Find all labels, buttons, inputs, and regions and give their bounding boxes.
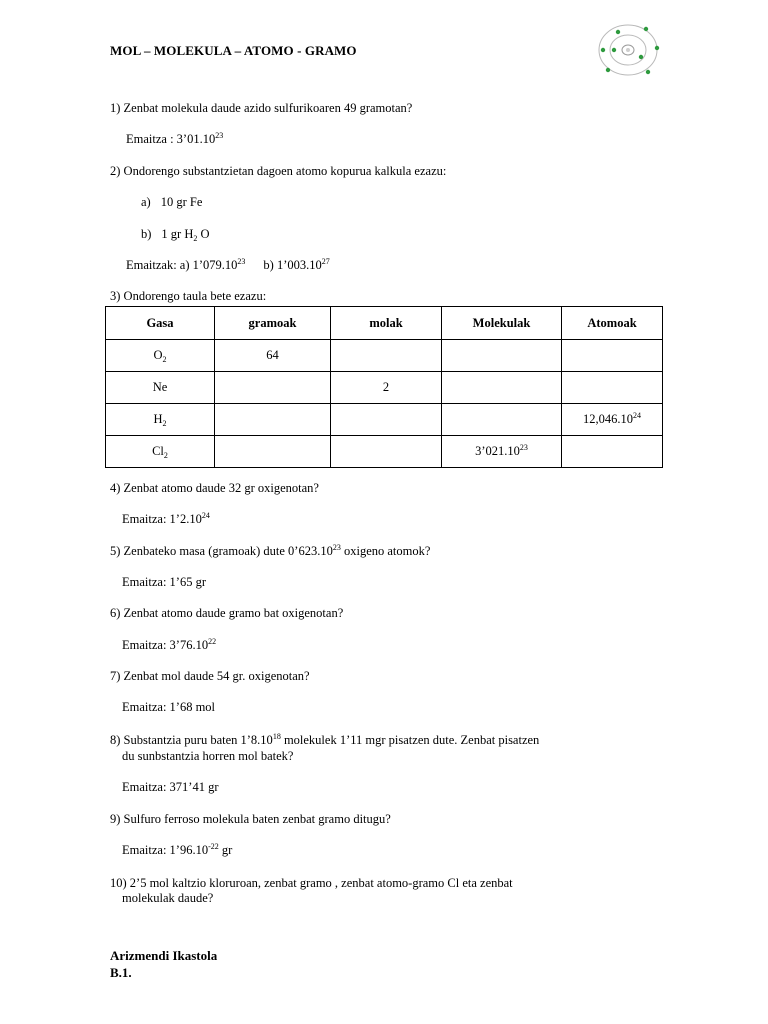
answer-7: Emaitza: 1’68 mol <box>122 700 216 714</box>
school-name: Arizmendi Ikastola <box>110 948 218 963</box>
answer-1: Emaitza : 3’01.10$^{23}$ <box>126 131 224 146</box>
cell-gramoak <box>215 372 331 404</box>
question-7: 7) Zenbat mol daude 54 gr. oxigenotan? <box>110 669 310 683</box>
table-row <box>106 340 663 372</box>
atom-logo <box>596 22 662 78</box>
fill-in-table <box>105 306 663 468</box>
answer-4: Emaitza: 1’2.10$^{24}$ <box>122 511 210 526</box>
cell-molekulak <box>442 404 562 436</box>
table-row <box>106 436 663 468</box>
table-row <box>106 404 663 436</box>
cell-molak: 2 <box>331 372 442 404</box>
cell-molekulak: 3’021.10$^{23}$ <box>442 436 562 468</box>
cell-atomoak <box>562 372 663 404</box>
table-row <box>106 372 663 404</box>
cell-gramoak: 64 <box>215 340 331 372</box>
answer-8: Emaitza: 371’41 gr <box>122 780 219 794</box>
question-8-line2: du sunbstantzia horren mol batek? <box>122 749 294 763</box>
cell-gas: $O_2$ <box>106 340 215 372</box>
question-2: 2) Ondorengo substantzietan dagoen atomo kopurua kalkula ezazu: <box>110 164 447 178</box>
question-9: 9) Sulfuro ferroso molekula baten zenbat gramo ditugu? <box>110 812 391 826</box>
header-atomoak: Atomoak <box>562 307 663 340</box>
answer-5: Emaitza: 1’65 gr <box>122 575 206 589</box>
cell-gas: $H_2$ <box>106 404 215 436</box>
question-3: 3) Ondorengo taula bete ezazu: <box>110 289 267 303</box>
question-5: 5) Zenbateko masa (gramoak) dute 0’623.10$^{23}$ oxigeno atomok? <box>110 543 431 558</box>
cell-gramoak <box>215 404 331 436</box>
cell-molekulak <box>442 372 562 404</box>
item-2b: b) 1 gr $H_2$ O <box>141 227 210 243</box>
question-1: 1) Zenbat molekula daude azido sulfurikoaren 49 gramotan? <box>110 101 413 115</box>
page-title: MOL – MOLEKULA – ATOMO - GRAMO <box>110 43 357 58</box>
question-4: 4) Zenbat atomo daude 32 gr oxigenotan? <box>110 481 319 495</box>
cell-atomoak: 12,046.10$^{24}$ <box>562 404 663 436</box>
cell-gas: Ne <box>106 372 215 404</box>
header-gasa: Gasa <box>106 307 215 340</box>
table-header-row <box>106 307 663 340</box>
answer-9: Emaitza: $1’96.10^{-22}$ gr <box>122 842 233 857</box>
header-gramoak: gramoak <box>215 307 331 340</box>
question-10-line2: molekulak daude? <box>122 891 214 905</box>
cell-atomoak <box>562 436 663 468</box>
level-label: B.1. <box>110 965 132 980</box>
question-10: 10) 2’5 mol kaltzio kloruroan, zenbat gramo , zenbat atomo-gramo Cl eta zenbat <box>110 876 513 890</box>
cell-atomoak <box>562 340 663 372</box>
cell-gas: $Cl_2$ <box>106 436 215 468</box>
header-molekulak: Molekulak <box>442 307 562 340</box>
question-8: 8) Substantzia puru baten 1’8.10$^{18}$ molekulek 1’11 mgr pisatzen dute. Zenbat pisatzen <box>110 732 540 747</box>
cell-molekulak <box>442 340 562 372</box>
answer-6: Emaitza: 3’76.10$^{22}$ <box>122 637 217 652</box>
item-2a: a) 10 gr Fe <box>141 195 203 209</box>
header-molak: molak <box>331 307 442 340</box>
question-6: 6) Zenbat atomo daude gramo bat oxigenotan? <box>110 606 344 620</box>
cell-molak <box>331 404 442 436</box>
cell-molak <box>331 340 442 372</box>
answer-2: Emaitzak: a) 1’079.10$^{23}$ b) 1’003.10$^{27}$ <box>126 257 330 272</box>
cell-gramoak <box>215 436 331 468</box>
cell-molak <box>331 436 442 468</box>
